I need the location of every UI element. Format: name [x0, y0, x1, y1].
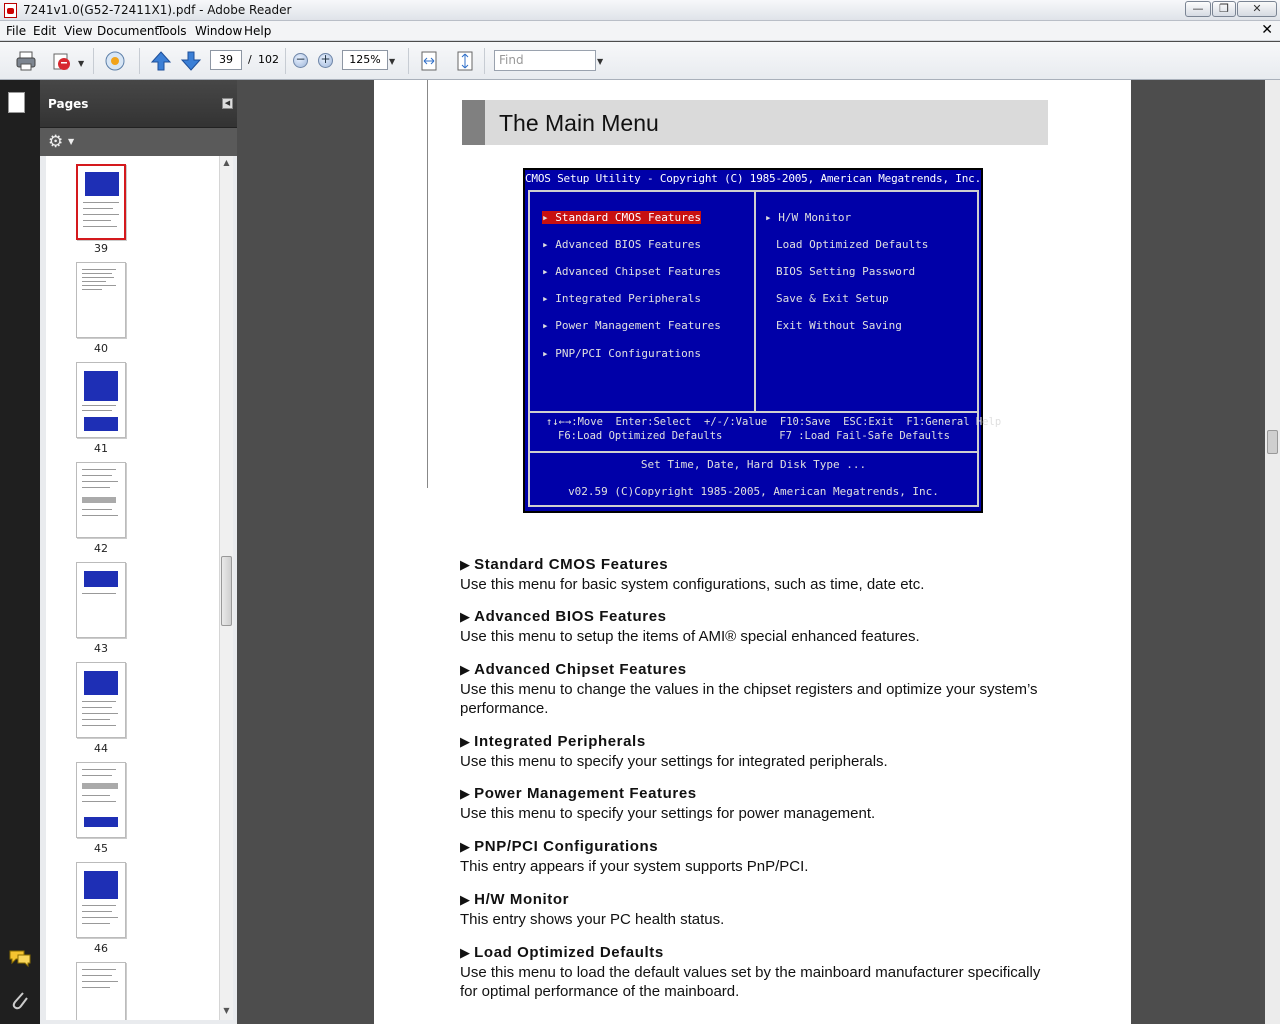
thumbnail-label-45: 45	[94, 842, 108, 855]
section-power-management: ▶ Power Management Features Use this menu to specify your settings for power management.	[460, 785, 876, 822]
window-title: 7241v1.0(G52-72411X1).pdf - Adobe Reader	[23, 3, 292, 17]
bios-item-power-management: ▸ Power Management Features	[542, 319, 721, 332]
bios-status: Set Time, Date, Hard Disk Type ...	[640, 458, 867, 471]
bios-help-line-1: ↑↓←→:Move Enter:Select +/-/:Value F10:Save ESC:Exit F1:General Help	[546, 416, 1002, 428]
thumbnail-label-41: 41	[94, 442, 108, 455]
menu-file[interactable]: File	[6, 24, 27, 38]
section-heading	[462, 100, 1048, 145]
page-number-input[interactable]: 39	[210, 50, 242, 70]
print-icon[interactable]	[15, 50, 37, 72]
fit-page-icon[interactable]	[454, 50, 476, 72]
menu-view[interactable]: View	[64, 24, 93, 38]
minimize-button[interactable]: —	[1185, 1, 1211, 17]
bios-item-hw-monitor: ▸ H/W Monitor	[765, 211, 852, 224]
pages-panel-title: Pages	[48, 97, 89, 111]
bios-item-pnp-pci: ▸ PNP/PCI Configurations	[542, 347, 701, 360]
thumbnail-label-43: 43	[94, 642, 108, 655]
options-bar	[40, 128, 237, 156]
bios-item-save-exit: Save & Exit Setup	[776, 292, 889, 305]
bios-item-password: BIOS Setting Password	[776, 265, 916, 278]
document-page	[374, 80, 1131, 1024]
thumbnail-label-46: 46	[94, 942, 108, 955]
bios-item-advanced-chipset: ▸ Advanced Chipset Features	[542, 265, 721, 278]
menu-document[interactable]: Document	[97, 24, 160, 38]
section-advanced-chipset: ▶ Advanced Chipset Features Use this menu to change the values in the chipset registers and optimize your system’s performance.	[460, 661, 1038, 717]
menu-help[interactable]: Help	[244, 24, 272, 38]
thumbnail-label-40: 40	[94, 342, 108, 355]
close-window-button[interactable]: ✕	[1237, 1, 1277, 17]
close-document-icon[interactable]: ✕	[1261, 22, 1273, 38]
bios-item-load-optimized: Load Optimized Defaults	[776, 238, 929, 251]
find-input[interactable]: Find	[494, 50, 596, 71]
page-thumbnail-45[interactable]	[76, 762, 126, 838]
toolbar	[0, 42, 1280, 80]
pages-icon[interactable]	[8, 92, 25, 113]
bios-title: CMOS Setup Utility - Copyright (C) 1985-2005, American Megatrends, Inc.	[525, 170, 981, 188]
section-pnp-pci: ▶ PNP/PCI Configurations This entry appears if your system supports PnP/PCI.	[460, 838, 809, 875]
bios-help-line-2: F6:Load Optimized Defaults F7 :Load Fail-Safe Defaults	[558, 430, 950, 442]
collaborate-icon[interactable]	[104, 50, 126, 72]
fit-width-icon[interactable]	[418, 50, 440, 72]
page-thumbnail-42[interactable]	[76, 462, 126, 538]
document-scrollbar[interactable]	[1265, 80, 1280, 1024]
page-thumbnail-44[interactable]	[76, 662, 126, 738]
navigation-strip	[0, 80, 40, 1024]
thumbnail-list	[46, 156, 219, 1020]
page-heading: The Main Menu	[499, 110, 659, 136]
pages-panel	[0, 80, 237, 1024]
menu-edit[interactable]: Edit	[33, 24, 57, 38]
page-thumbnail-39[interactable]	[76, 164, 126, 240]
bios-screenshot	[523, 168, 1002, 513]
bios-version: v02.59 (C)Copyright 1985-2005, American Megatrends, Inc.	[568, 485, 939, 498]
section-integrated-peripherals: ▶ Integrated Peripherals Use this menu to specify your settings for integrated peripherals.	[460, 733, 888, 770]
page-thumbnail-46[interactable]	[76, 862, 126, 938]
scroll-up-icon[interactable]: ▲	[223, 158, 230, 167]
section-hw-monitor: ▶ H/W Monitor This entry shows your PC health status.	[460, 891, 725, 928]
title-bar	[0, 0, 1280, 21]
total-pages: 102	[258, 53, 279, 66]
options-dropdown-icon[interactable]: ▼	[68, 137, 75, 146]
thumbnail-label-44: 44	[94, 742, 108, 755]
maximize-button[interactable]: ❐	[1212, 1, 1236, 17]
gear-icon[interactable]: ⚙	[48, 132, 64, 152]
zoom-out-icon[interactable]: −	[293, 53, 308, 68]
thumbnail-label-42: 42	[94, 542, 108, 555]
collapse-panel-icon[interactable]: ◀	[222, 98, 233, 109]
page-thumbnail-41[interactable]	[76, 362, 126, 438]
share-icon[interactable]	[51, 50, 73, 72]
thumbnail-label-39: 39	[94, 242, 108, 255]
zoom-in-icon[interactable]: +	[318, 53, 333, 68]
page-separator: /	[248, 53, 252, 66]
comments-icon[interactable]	[8, 948, 32, 968]
menu-window[interactable]: Window	[195, 24, 243, 38]
scroll-down-icon[interactable]: ▼	[223, 1006, 230, 1015]
page-thumbnail-43[interactable]	[76, 562, 126, 638]
menu-bar	[0, 21, 1280, 41]
thumbnail-scrollbar[interactable]	[219, 156, 233, 1020]
adobe-reader-icon	[4, 3, 17, 18]
document-viewer	[237, 80, 1280, 1024]
section-load-optimized: ▶ Load Optimized Defaults Use this menu to load the default values set by the mainboard manufacturer specifically for optimal performance of the mainboard.	[460, 944, 1041, 1000]
page-margin-line	[427, 80, 428, 488]
share-dropdown-icon[interactable]: ▼	[78, 59, 85, 68]
bios-item-integrated-peripherals: ▸ Integrated Peripherals	[542, 292, 701, 305]
document-scrollbar-thumb[interactable]	[1267, 430, 1278, 454]
bios-item-standard-cmos: ▸ Standard CMOS Features	[542, 211, 701, 224]
pages-panel-header	[40, 80, 237, 128]
menu-tools[interactable]: Tools	[157, 24, 187, 38]
bios-item-advanced-bios: ▸ Advanced BIOS Features	[542, 238, 701, 251]
bios-item-exit-without-saving: Exit Without Saving	[776, 319, 902, 332]
zoom-dropdown-icon[interactable]: ▼	[389, 57, 396, 66]
page-thumbnail-47[interactable]	[76, 962, 126, 1020]
previous-page-icon[interactable]	[150, 50, 172, 72]
section-advanced-bios: ▶ Advanced BIOS Features Use this menu to setup the items of AMI® special enhanced features.	[460, 608, 920, 645]
find-dropdown-icon[interactable]: ▼	[597, 57, 604, 66]
scrollbar-thumb[interactable]	[221, 556, 232, 626]
section-standard-cmos: ▶ Standard CMOS Features Use this menu for basic system configurations, such as time, date etc.	[460, 556, 925, 593]
attachments-icon[interactable]	[8, 988, 30, 1012]
next-page-icon[interactable]	[180, 50, 202, 72]
zoom-level-input[interactable]: 125%	[342, 50, 388, 70]
page-thumbnail-40[interactable]	[76, 262, 126, 338]
